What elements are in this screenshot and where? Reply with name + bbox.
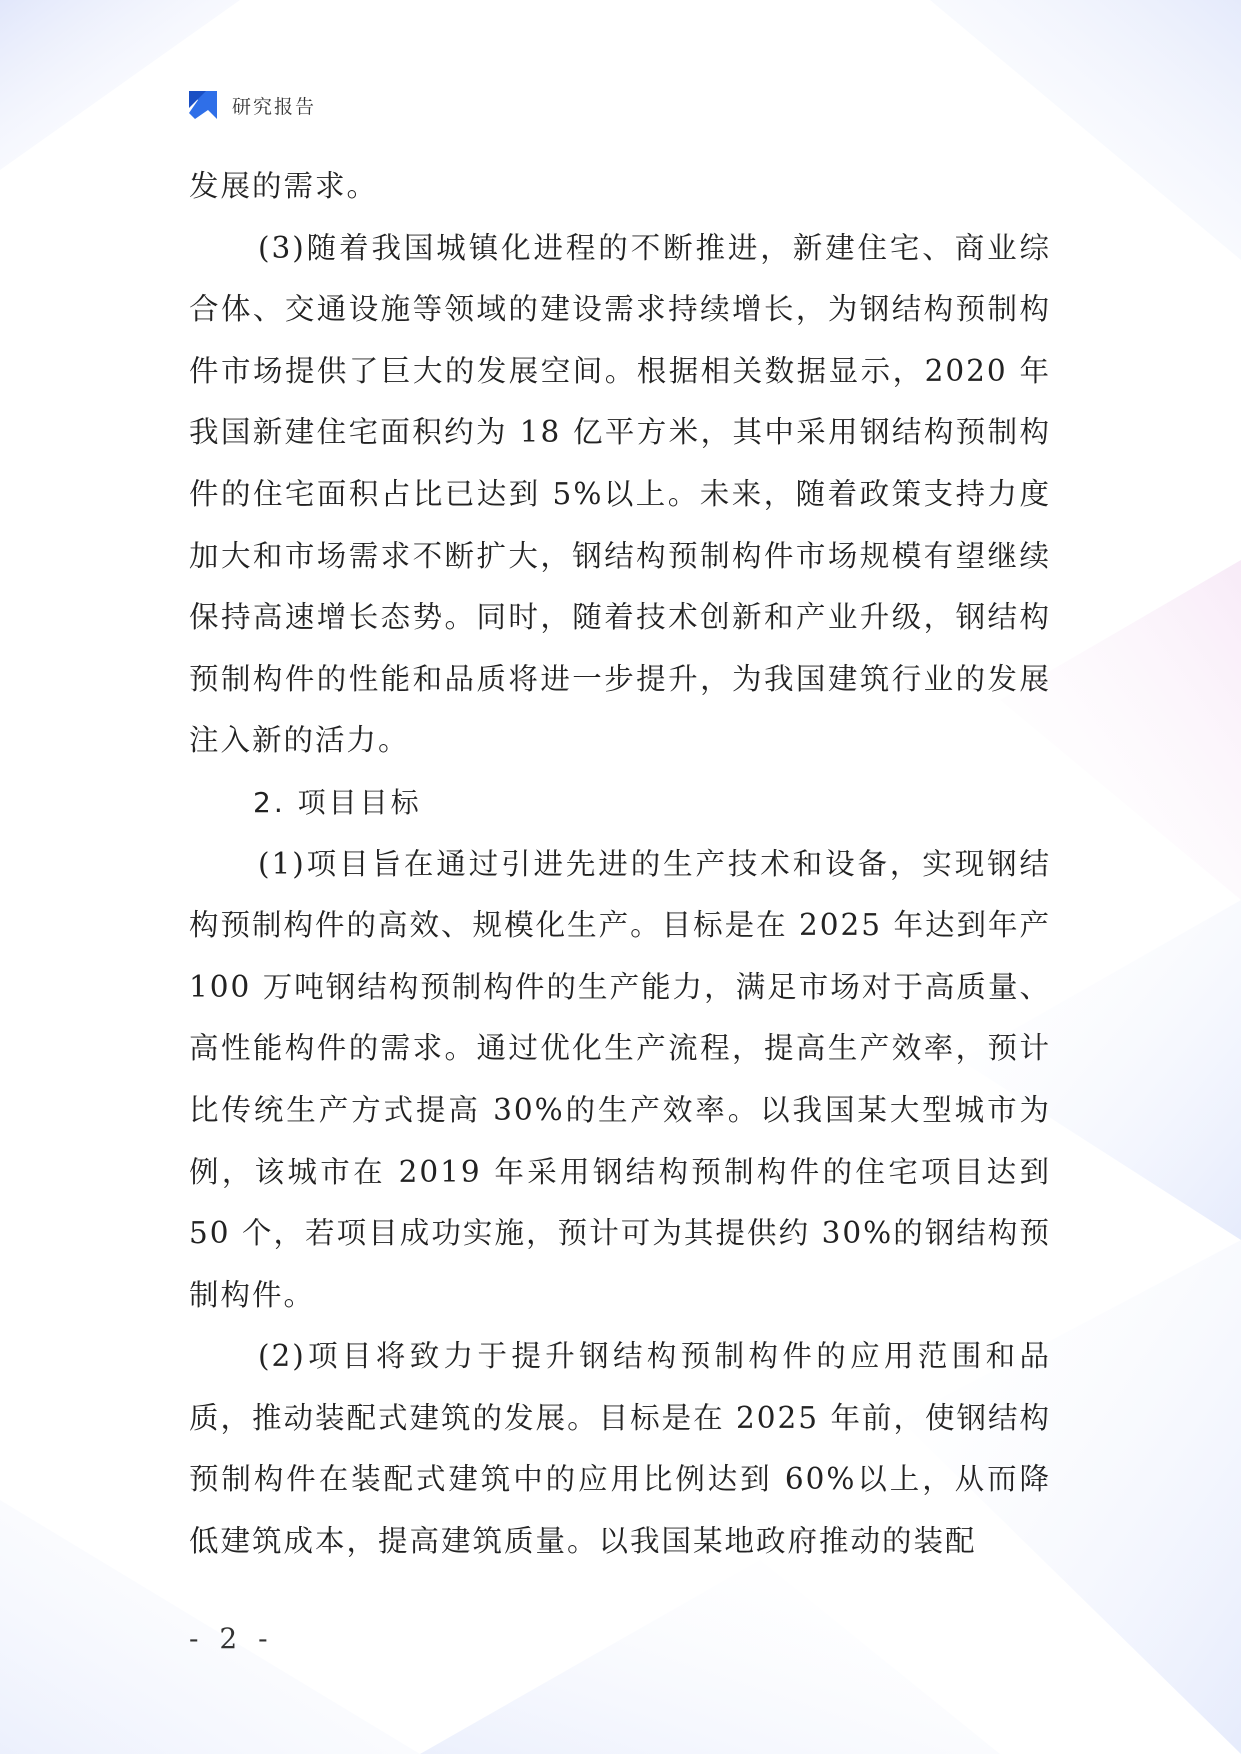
document-header xyxy=(186,88,316,122)
paragraph-continuation: 发展的需求。 xyxy=(189,169,379,203)
paragraph-goal-1: (1)项目旨在通过引进先进的生产技术和设备，实现钢结构预制构件的高效、规模化生产。目标是在 2025 年达到年产 100 万吨钢结构预制构件的生产能力，满足市场对于高质量、高性能构件的需求。通过优化生产流程，提高生产效率，预计比传统生产方式提高 30%的生产效率。以我国某大型城市为例，该城市在 2019 年采用钢结构预制构件的住宅项目达到 50 个，若项目成功实施，预计可为其提供约 30%的钢结构预制构件。 xyxy=(189,846,1051,1312)
section-heading: 2. 项目目标 xyxy=(253,785,422,819)
arrow-up-right-icon xyxy=(186,88,220,122)
report-title: 研究报告 xyxy=(232,95,317,118)
paragraph-goal-2: (2)项目将致力于提升钢结构预制构件的应用范围和品质，推动装配式建筑的发展。目标是在 2025 年前，使钢结构预制构件在装配式建筑中的应用比例达到 60%以上，从而降低建筑成本，提高建筑质量。以我国某地政府推动的装配 xyxy=(189,1339,1051,1559)
paragraph-urbanization: (3)随着我国城镇化进程的不断推进，新建住宅、商业综合体、交通设施等领域的建设需求持续增长，为钢结构预制构件市场提供了巨大的发展空间。根据相关数据显示，2020 年我国新建住宅面积约为 18 亿平方米，其中采用钢结构预制构件的住宅面积占比已达到 5%以上。未来，随着政策支持力度加大和市场需求不断扩大，钢结构预制构件市场规模有望继续保持高速增长态势。同时，随着技术创新和产业升级，钢结构预制构件的性能和品质将进一步提升，为我国建筑行业的发展注入新的活力。 xyxy=(189,230,1051,758)
document-body xyxy=(189,156,1051,1573)
page-number: - 2 - xyxy=(189,1622,274,1655)
